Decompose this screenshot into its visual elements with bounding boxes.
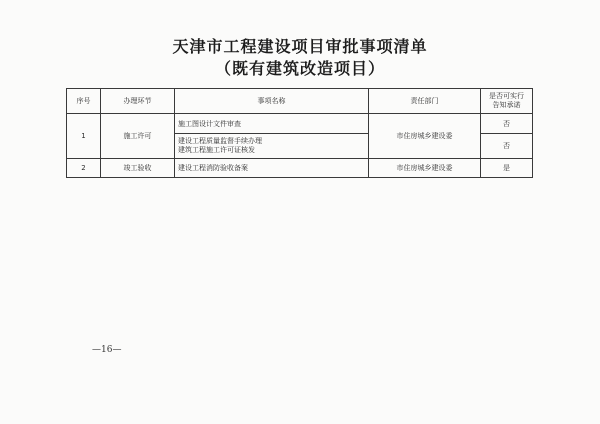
table-header-row <box>67 89 533 114</box>
row-item <box>175 114 369 134</box>
title-main: 天津市工程建设项目审批事项清单 <box>172 37 428 56</box>
row-item <box>175 159 369 178</box>
row-item <box>175 134 369 159</box>
row-stage: 竣工验收 <box>101 159 175 178</box>
row-item-line: 施工图设计文件审查 <box>178 119 241 128</box>
row-promise: 否 <box>481 134 533 159</box>
header-promise-line1: 是否可实行 <box>489 92 524 100</box>
title-subtitle: （既有建筑改造项目） <box>214 59 385 78</box>
row-seq: 1 <box>67 114 101 159</box>
approval-items-table <box>66 88 533 178</box>
row-item-line: 建设工程质量监督手续办理 <box>178 137 262 145</box>
header-promise <box>481 89 533 114</box>
page-number: —16— <box>92 345 122 355</box>
table-row <box>67 159 533 178</box>
row-item-line: 建筑工程施工许可证核发 <box>178 146 255 154</box>
row-promise: 否 <box>481 114 533 134</box>
document-title <box>0 36 600 80</box>
header-dept: 责任部门 <box>369 89 481 114</box>
row-promise: 是 <box>481 159 533 178</box>
row-stage: 施工许可 <box>101 114 175 159</box>
header-stage: 办理环节 <box>101 89 175 114</box>
header-item: 事项名称 <box>175 89 369 114</box>
header-promise-line2: 告知承诺 <box>492 101 521 109</box>
row-dept: 市住房城乡建设委 <box>369 114 481 159</box>
header-seq: 序号 <box>67 89 101 114</box>
row-dept: 市住房城乡建设委 <box>369 159 481 178</box>
row-seq: 2 <box>67 159 101 178</box>
row-item-line: 建设工程消防验收备案 <box>178 164 248 172</box>
table-row <box>67 114 533 134</box>
